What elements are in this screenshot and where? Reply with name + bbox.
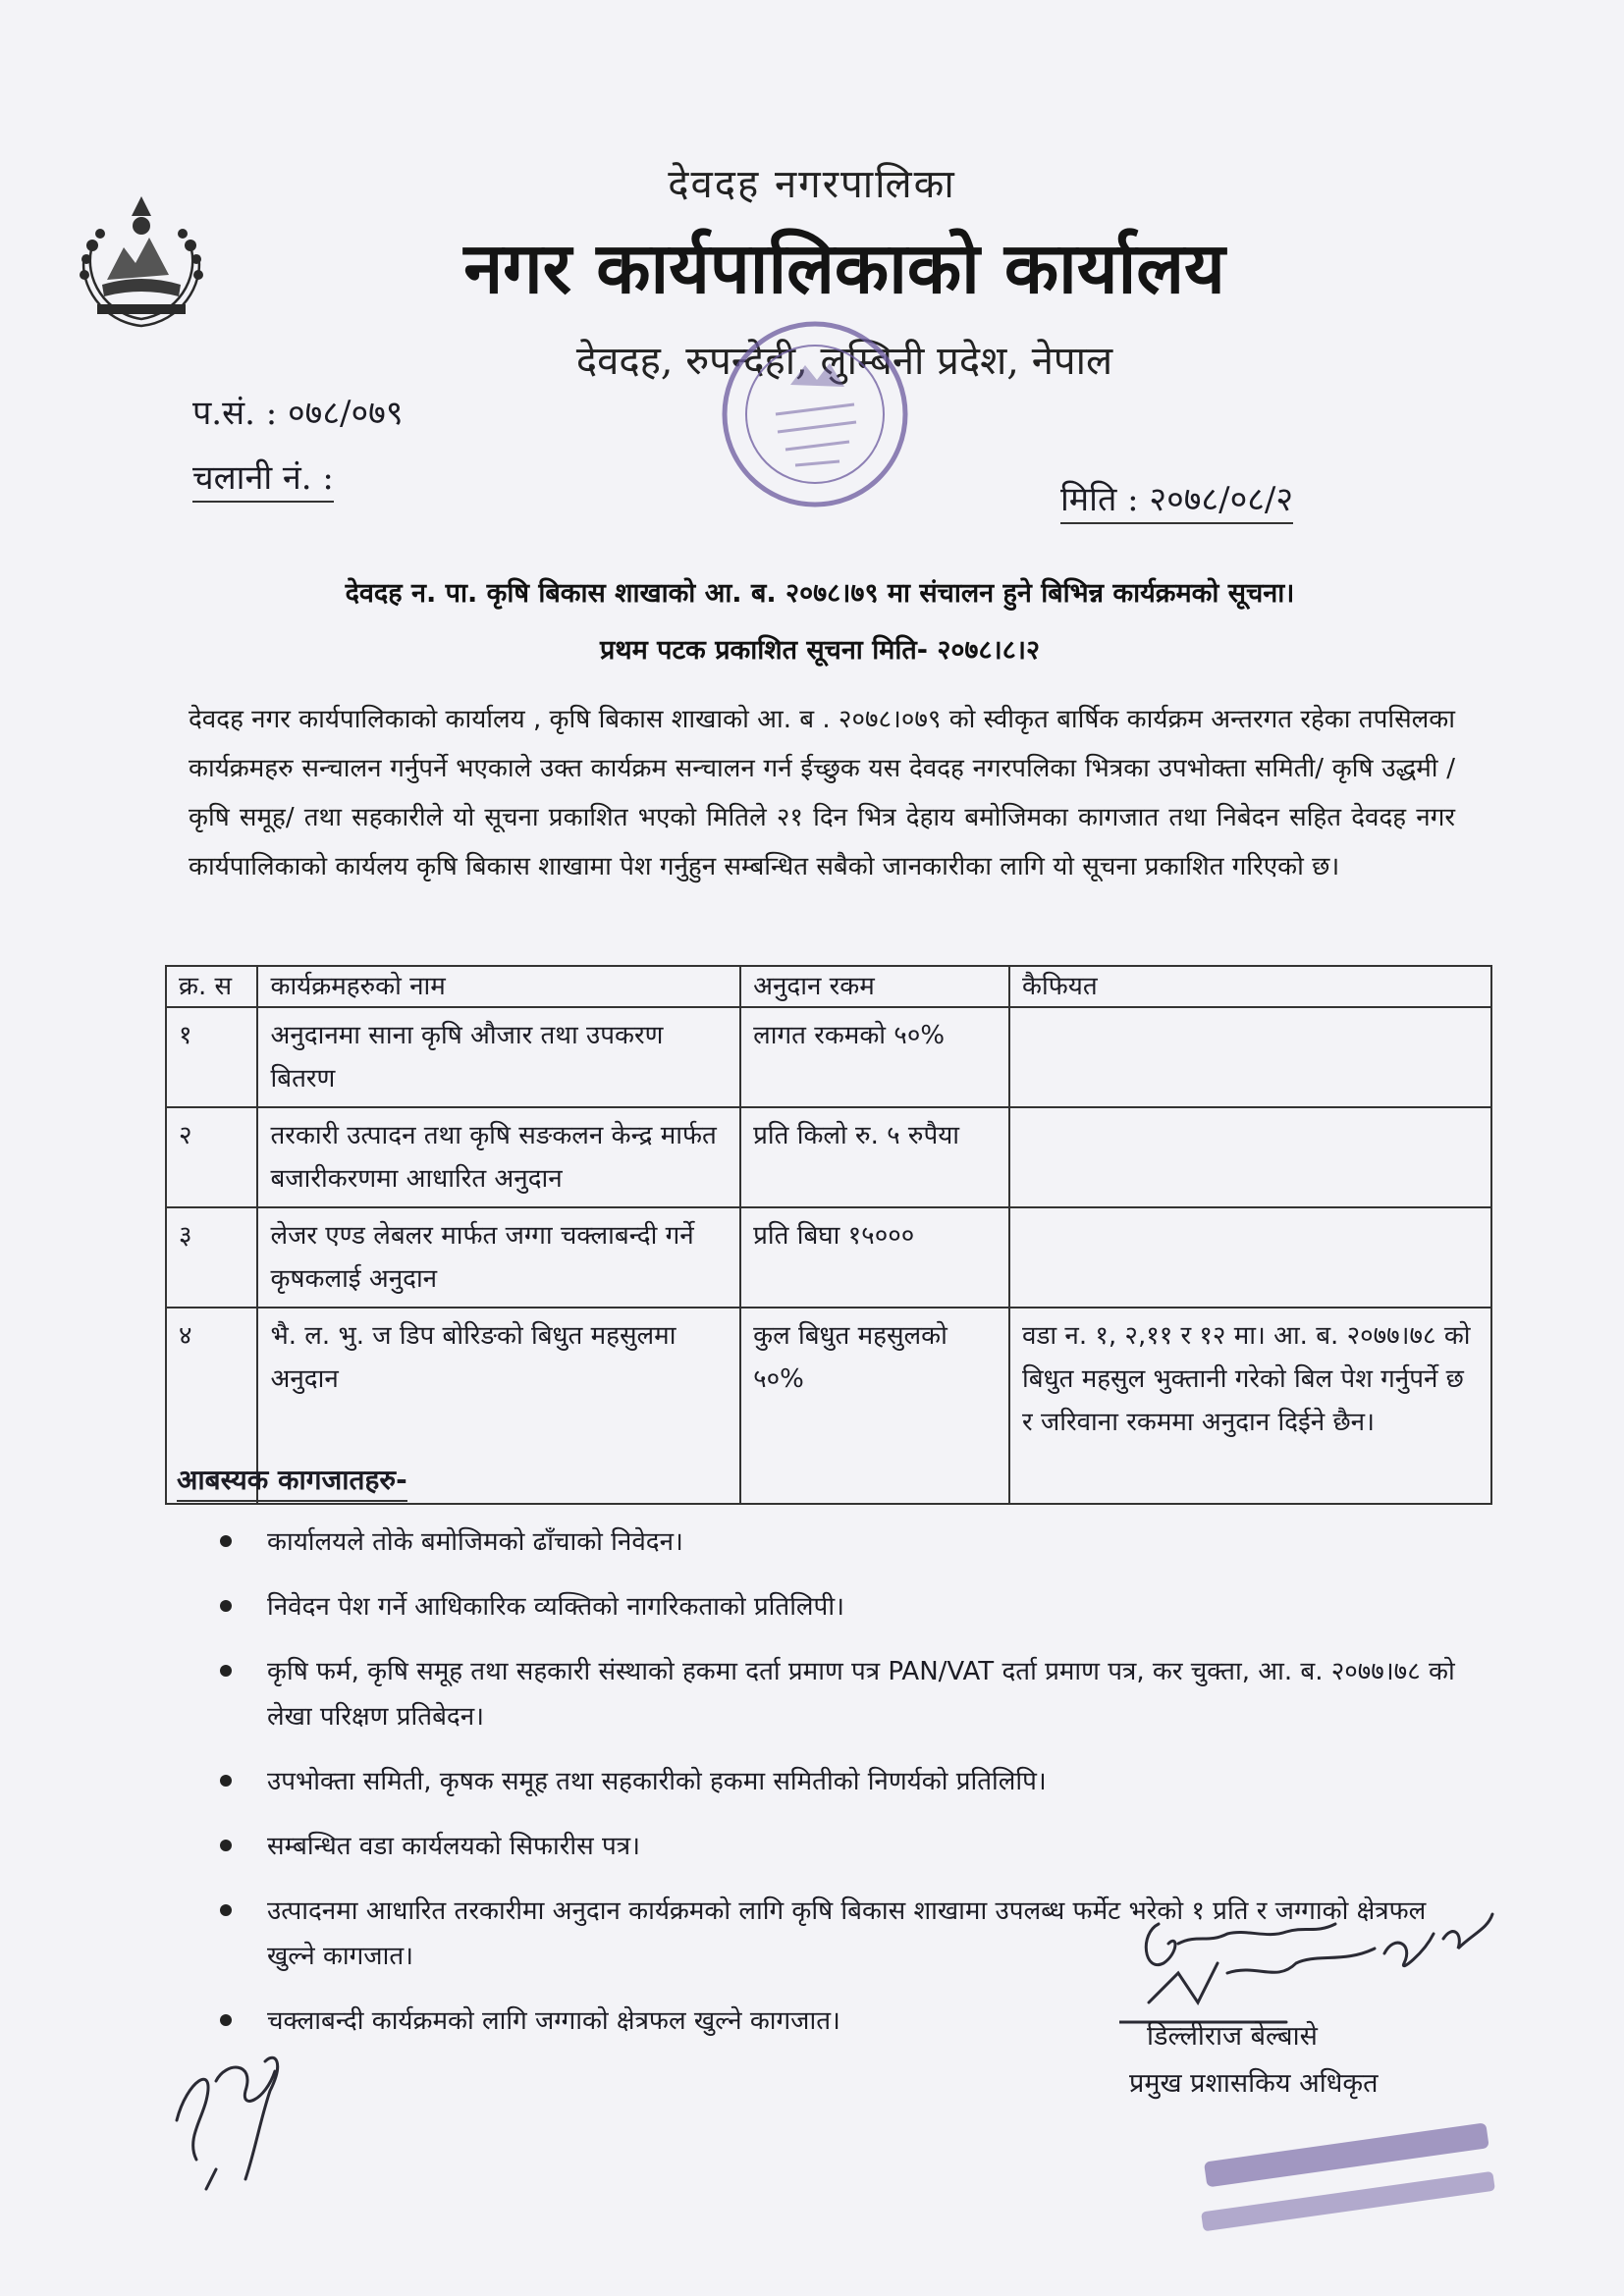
- signer-name: डिल्लीराज बेल्बासे: [1147, 2021, 1318, 2052]
- list-item: [196, 1759, 1473, 1804]
- dispatch-number: चलानी नं. :: [192, 454, 334, 503]
- table-row: [166, 1007, 1491, 1107]
- bullet-icon: [220, 1775, 232, 1787]
- cell-program-name: तरकारी उत्पादन तथा कृषि सङकलन केन्द्र मार्फत बजारीकरणमा आधारित अनुदान: [257, 1107, 740, 1207]
- cell-program-name: लेजर एण्ड लेबलर मार्फत जग्गा चक्लाबन्दी गर्ने कृषकलाई अनुदान: [257, 1207, 740, 1308]
- cell-program-name: अनुदानमा साना कृषि औजार तथा उपकरण बितरण: [257, 1007, 740, 1107]
- column-header-grant-amount: अनुदान रकम: [740, 966, 1009, 1007]
- issue-date: मिति : २०७८/०८/२: [1060, 475, 1293, 524]
- notice-title: देवदह न. पा. कृषि बिकास शाखाको आ. ब. २०७८।७९ मा संचालन हुने बिभिन्न कार्यक्रमको सूचना।: [345, 578, 1295, 609]
- cell-serial: १: [166, 1007, 257, 1107]
- document-item-text: कृषि फर्म, कृषि समूह तथा सहकारी संस्थाको हकमा दर्ता प्रमाण पत्र PAN/VAT दर्ता प्रमाण पत्र, कर चुक्ता, आ. ब. २०७७।७८ को लेखा परिक्षण प्रतिबेदन।: [267, 1657, 1455, 1732]
- column-header-program-name: कार्यक्रमहरुको नाम: [257, 966, 740, 1007]
- municipality-name: देवदह नगरपालिका: [668, 162, 956, 207]
- signer-title: प्रमुख प्रशासकिय अधिकृत: [1129, 2068, 1379, 2099]
- list-item: [196, 1649, 1473, 1739]
- column-header-serial: क्र. स: [166, 966, 257, 1007]
- document-item-text: सम्बन्धित वडा कार्यलयको सिफारीस पत्र।: [267, 1832, 640, 1861]
- bullet-icon: [220, 1904, 232, 1916]
- required-documents-heading: आबस्यक कागजातहरु-: [177, 1461, 407, 1502]
- program-table: [165, 965, 1492, 1505]
- document-item-text: उपभोक्ता समिती, कृषक समूह तथा सहकारीको हकमा समितीको निणर्यको प्रतिलिपि।: [267, 1767, 1047, 1796]
- notice-subtitle: प्रथम पटक प्रकाशित सूचना मिति- २०७८।८।२: [599, 635, 1041, 666]
- list-item: [196, 1520, 1473, 1565]
- bullet-icon: [220, 1535, 232, 1547]
- column-header-remarks: कैफियत: [1009, 966, 1491, 1007]
- cell-grant: प्रति किलो रु. ५ रुपैया: [740, 1107, 1009, 1207]
- cell-serial: ४: [166, 1308, 257, 1504]
- table-row: [166, 1107, 1491, 1207]
- office-address: देवदह, रुपन्देही, लुम्बिनी प्रदेश, नेपाल: [575, 339, 1113, 384]
- document-item-text: निवेदन पेश गर्ने आधिकारिक व्यक्तिको नागरिकताको प्रतिलिपी।: [267, 1592, 844, 1622]
- cell-grant: कुल बिधुत महसुलको ५०%: [740, 1308, 1009, 1504]
- cell-remark: [1009, 1007, 1491, 1107]
- cell-remark: [1009, 1107, 1491, 1207]
- table-header-row: [166, 966, 1491, 1007]
- office-round-stamp-icon: [707, 306, 923, 522]
- cell-remark: [1009, 1207, 1491, 1308]
- table-row: [166, 1207, 1491, 1308]
- handwritten-initials-icon: [147, 2002, 344, 2199]
- document-item-text: उत्पादनमा आधारित तरकारीमा अनुदान कार्यक्रमको लागि कृषि बिकास शाखामा उपलब्ध फर्मेट भरेको १ प्रति र जग्गाको क्षेत्रफल खुल्ने कागजात।: [267, 1896, 1427, 1971]
- cell-serial: ३: [166, 1207, 257, 1308]
- cell-program-name: भै. ल. भु. ज डिप बोरिङको बिधुत महसुलमा अनुदान: [257, 1308, 740, 1504]
- list-item: [196, 1584, 1473, 1629]
- cell-grant: प्रति बिघा १५०००: [740, 1207, 1009, 1308]
- reference-number: प.सं. : ०७८/०७९: [192, 394, 404, 433]
- document-item-text: चक्लाबन्दी कार्यक्रमको लागि जग्गाको क्षेत्रफल खुल्ने कागजात।: [267, 2006, 840, 2036]
- bullet-icon: [220, 1665, 232, 1677]
- cell-serial: २: [166, 1107, 257, 1207]
- officer-name-stamp-icon: [1188, 2110, 1542, 2248]
- cell-remark: वडा न. १, २,११ र १२ मा। आ. ब. २०७७।७८ को बिधुत महसुल भुक्तानी गरेको बिल पेश गर्नुपर्ने छ र जरिवाना रकममा अनुदान दिईने छैन।: [1009, 1308, 1491, 1504]
- list-item: [196, 1824, 1473, 1869]
- bullet-icon: [220, 1840, 232, 1851]
- notice-body: देवदह नगर कार्यपालिकाको कार्यालय , कृषि बिकास शाखाको आ. ब . २०७८।०७९ को स्वीकृत बार्षिक कार्यक्रम अन्तरगत रहेका तपसिलका कार्यक्रमहरु सन्चालन गर्नुपर्ने भएकाले उक्त कार्यक्रम सन्चालन गर्न ईच्छुक यस देवदह नगरपलिका भित्रका उपभोक्ता समिती/ कृषि उद्धमी / कृषि समूह/ तथा सहकारीले यो सूचना प्रकाशित भएको मितिले २१ दिन भित्र देहाय बमोजिमका कागजात तथा निबेदन सहित देवदह नगर कार्यपालिकाको कार्यलय कृषि बिकास शाखामा पेश गर्नुहुन सम्बन्धित सबैको जानकारीका लागि यो सूचना प्रकाशित गरिएको छ।: [189, 705, 1455, 881]
- office-title: नगर कार्यपालिकाको कार्यालय: [463, 227, 1225, 309]
- document-item-text: कार्यालयले तोके बमोजिमको ढाँचाको निवेदन।: [267, 1527, 683, 1557]
- bullet-icon: [220, 1600, 232, 1612]
- cell-grant: लागत रकमको ५०%: [740, 1007, 1009, 1107]
